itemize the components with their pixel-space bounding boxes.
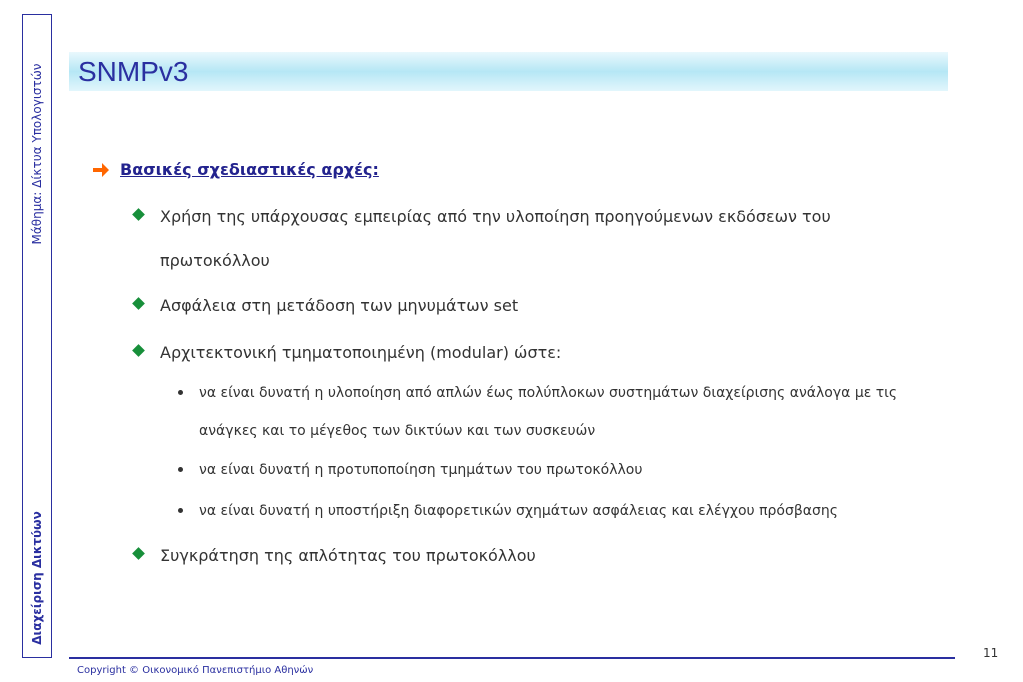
diamond-icon xyxy=(132,547,145,560)
list-item-text: Αρχιτεκτονική τμηματοποιημένη (modular) ώστε: xyxy=(160,343,562,362)
list-item-text: Συγκράτηση της απλότητας του πρωτοκόλλου xyxy=(160,546,536,565)
dot-icon xyxy=(178,390,183,395)
page-number: 11 xyxy=(983,646,999,660)
section-heading: Βασικές σχεδιαστικές αρχές: xyxy=(120,160,379,179)
arrow-right-icon xyxy=(92,162,110,178)
diamond-icon xyxy=(132,297,145,310)
list-item-text: Χρήση της υπάρχουσας εμπειρίας από την υλοποίηση προηγούμενων εκδόσεων του πρωτοκόλλου xyxy=(160,207,831,270)
list-item xyxy=(134,284,910,328)
sub-list-item xyxy=(178,451,929,489)
section-label: Διαχείριση Δικτύων xyxy=(30,511,44,645)
diamond-icon xyxy=(132,208,145,221)
sub-list-item xyxy=(178,374,929,450)
dot-icon xyxy=(178,467,183,472)
list-item xyxy=(134,534,910,578)
title-bar xyxy=(69,52,948,91)
sub-list-item-text: να είναι δυνατή η υλοποίηση από απλών έως πολύπλοκων συστημάτων διαχείρισης ανάλογα με τις ανάγκες και το μέγεθος των δικτύων και των συσκευών xyxy=(199,385,898,439)
list-item-text: Ασφάλεια στη μετάδοση των μηνυμάτων set xyxy=(160,296,519,315)
list-item xyxy=(134,331,910,375)
list-item xyxy=(134,195,910,283)
sub-list-item-text: να είναι δυνατή η προτυποποίηση τμημάτων του πρωτοκόλλου xyxy=(199,462,643,478)
dot-icon xyxy=(178,508,183,513)
sub-list-item xyxy=(178,492,929,530)
course-label: Μάθημα: Δίκτυα Υπολογιστών xyxy=(30,63,44,245)
slide-title: SNMPv3 xyxy=(78,56,189,87)
sub-list-item-text: να είναι δυνατή η υποστήριξη διαφορετικών σχημάτων ασφάλειας και ελέγχου πρόσβασης xyxy=(199,503,838,519)
heading-bullet xyxy=(92,160,379,179)
copyright-notice: Copyright © Οικονομικό Πανεπιστήμιο Αθηνών xyxy=(77,665,314,676)
diamond-icon xyxy=(132,344,145,357)
footer-divider xyxy=(69,657,955,659)
